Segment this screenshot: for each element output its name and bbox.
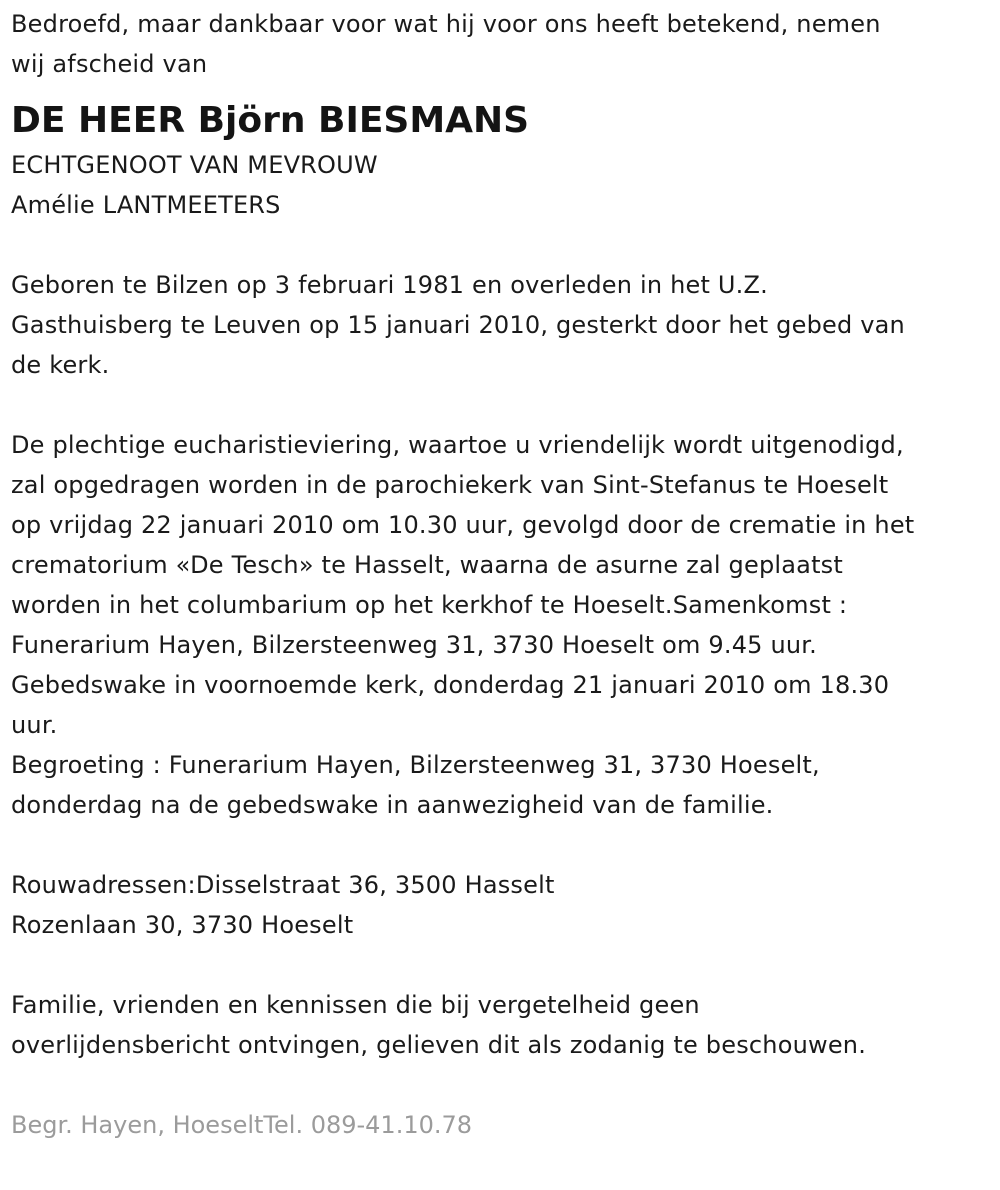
obituary-document — [11, 4, 991, 1145]
intro-paragraph — [11, 4, 991, 84]
address-line: Rozenlaan 30, 3730 Hoeselt — [11, 911, 354, 939]
relation-line: ECHTGENOOT VAN MEVROUW — [11, 151, 378, 179]
ceremony-line: Funerarium Hayen, Bilzersteenweg 31, 3730 Hoeselt om 9.45 uur. — [11, 631, 817, 659]
birth-death-line: de kerk. — [11, 351, 110, 379]
birth-death-line: Gasthuisberg te Leuven op 15 januari 2010, gesterkt door het gebed van — [11, 311, 905, 339]
spouse-name: Amélie LANTMEETERS — [11, 191, 281, 219]
intro-line: wij afscheid van — [11, 50, 208, 78]
notice-line: Familie, vrienden en kennissen die bij vergetelheid geen — [11, 991, 700, 1019]
ceremony-line: crematorium «De Tesch» te Hasselt, waarna de asurne zal geplaatst — [11, 551, 843, 579]
ceremony-paragraph — [11, 425, 991, 825]
notice-paragraph — [11, 985, 991, 1065]
ceremony-line: donderdag na de gebedswake in aanwezigheid van de familie. — [11, 791, 774, 819]
ceremony-line: Begroeting : Funerarium Hayen, Bilzersteenweg 31, 3730 Hoeselt, — [11, 751, 820, 779]
deceased-name: DE HEER Björn BIESMANS — [11, 100, 530, 141]
ceremony-line: uur. — [11, 711, 58, 739]
intro-line: Bedroefd, maar dankbaar voor wat hij voor ons heeft betekend, nemen — [11, 10, 881, 38]
birth-death-line: Geboren te Bilzen op 3 februari 1981 en overleden in het U.Z. — [11, 271, 768, 299]
address-line: Rouwadressen:Disselstraat 36, 3500 Hasselt — [11, 871, 555, 899]
ceremony-line: zal opgedragen worden in de parochiekerk van Sint-Stefanus te Hoeselt — [11, 471, 889, 499]
ceremony-line: worden in het columbarium op het kerkhof te Hoeselt.Samenkomst : — [11, 591, 848, 619]
ceremony-line: Gebedswake in voornoemde kerk, donderdag 21 januari 2010 om 18.30 — [11, 671, 890, 699]
funeral-home-footer: Begr. Hayen, HoeseltTel. 089-41.10.78 — [11, 1111, 473, 1139]
birth-death-paragraph — [11, 265, 991, 385]
ceremony-line: De plechtige eucharistieviering, waartoe u vriendelijk wordt uitgenodigd, — [11, 431, 904, 459]
addresses-paragraph — [11, 865, 991, 945]
notice-line: overlijdensbericht ontvingen, gelieven dit als zodanig te beschouwen. — [11, 1031, 867, 1059]
ceremony-line: op vrijdag 22 januari 2010 om 10.30 uur, gevolgd door de crematie in het — [11, 511, 915, 539]
spouse-block — [11, 145, 991, 225]
